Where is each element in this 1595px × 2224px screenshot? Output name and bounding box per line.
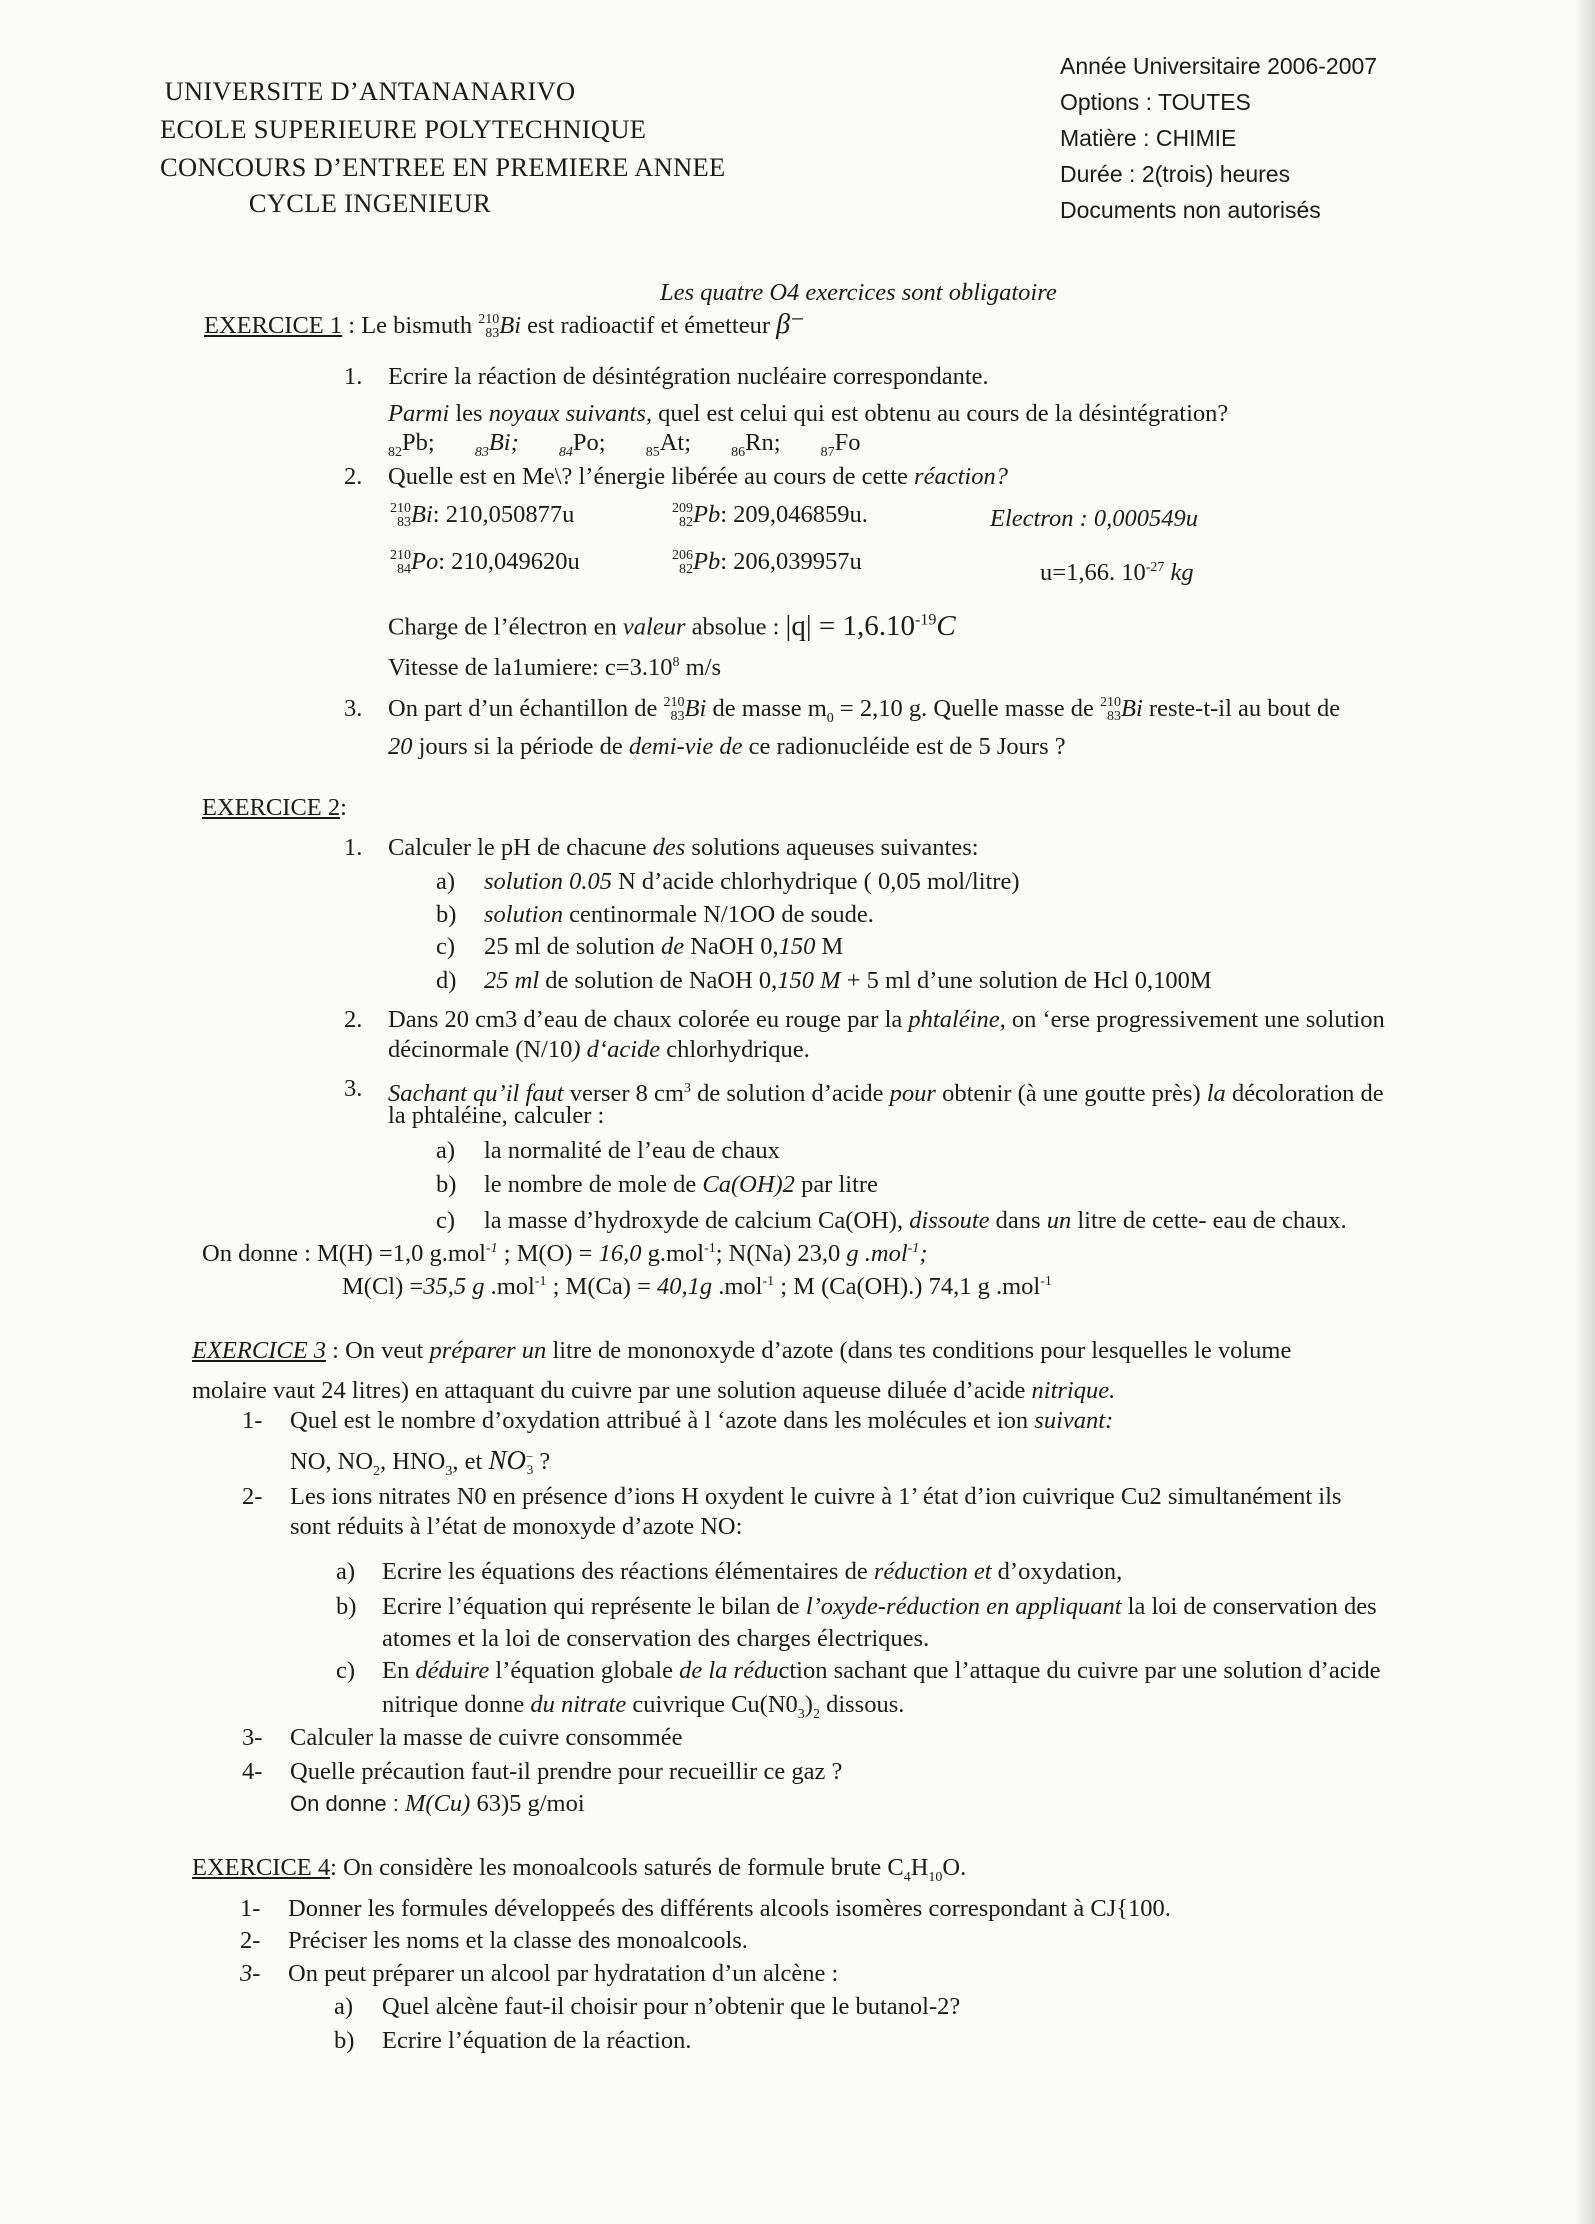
ex4-a: Quel alcène faut-il choisir pour n’obtenir que le butanol-2? (382, 1993, 961, 2020)
ex3-b-line2: atomes et la loi de conservation des charges électriques. (382, 1625, 930, 1652)
ex3-q4-num: 4- (242, 1758, 263, 1785)
ex2-q3-a-letter: a) (436, 1137, 456, 1164)
ex2-q3-b-letter: b) (436, 1171, 457, 1198)
ex1-q3-num: 3. (344, 695, 363, 722)
ex3-q1-num: 1- (242, 1407, 263, 1434)
ex3-c-letter: c) (336, 1657, 356, 1684)
ex4-q3: On peut préparer un alcool par hydratation d’un alcène : (288, 1960, 839, 1987)
ex3-a-letter: a) (336, 1558, 356, 1585)
ex2-c-letter: c) (436, 933, 456, 960)
ex1-q1b: Parmi les noyaux suivants, quel est celui qui est obtenu au cours de la désintégration? (388, 400, 1229, 427)
ex3-q4: Quelle précaution faut-il prendre pour recueillir ce gaz ? (290, 1758, 843, 1785)
ex2-q2: Dans 20 cm3 d’eau de chaux colorée eu rouge par la phtaléine, on ‘erse progressivement une solution (388, 1006, 1385, 1033)
ex4-q3-num: 3- (240, 1960, 261, 1987)
ex2-q3-b: le nombre de mole de Ca(OH)2 par litre (484, 1171, 878, 1198)
ex2-b: solution centinormale N/1OO de soude. (484, 901, 874, 928)
mass-electron: Electron : 0,000549u (990, 505, 1198, 532)
ex4-q2-num: 2- (240, 1927, 261, 1954)
academic-year: Année Universitaire 2006-2007 (1060, 53, 1378, 79)
duration: Durée : 2(trois) heures (1060, 161, 1291, 187)
ex2-q3-c-letter: c) (436, 1207, 456, 1234)
ex2-q1-num: 1. (344, 834, 363, 861)
beta-symbol: β⁻ (776, 309, 805, 340)
ex3-b: Ecrire l’équation qui représente le bilan de l’oxyde-réduction en appliquant la loi de conservation des (382, 1593, 1377, 1620)
ex2-q2-num: 2. (344, 1006, 363, 1033)
ex2-q3-a: la normalité de l’eau de chaux (484, 1137, 780, 1164)
ex3-c: En déduire l’équation globale de la réduction sachant que l’attaque du cuivre par une solution d’acide (382, 1657, 1381, 1684)
nucleus-rn: $_{86}$Rn; (731, 429, 781, 460)
ex3-q1: Quel est le nombre d’oxydation attribué à l ‘azote dans les molécules et ion suivant: (290, 1407, 1114, 1434)
ex1-q1-num: 1. (344, 363, 363, 390)
ex1-q2-num: 2. (344, 463, 363, 490)
mass-bi: 210 83 Bi: 210,050877u (390, 501, 575, 531)
ex1-q3: On part d’un échantillon de 210 83 Bi de masse $m_0 = 2,10$ g. Quelle masse de 210 83 Bi reste-t-il au bout de (388, 695, 1341, 726)
options: Options : TOUTES (1060, 89, 1251, 115)
subtitle: Les quatre O4 exercices sont obligatoire (660, 279, 1057, 306)
ex1-q3-line2: 20 jours si la période de demi-vie de ce radionucléide est de 5 Jours ? (388, 733, 1066, 760)
ex3-a: Ecrire les équations des réactions élémentaires de réduction et d’oxydation, (382, 1558, 1123, 1585)
ex3-q1-species: NO, $NO_2$, $HNO_3$, et NO − 3 ? (290, 1445, 551, 1479)
nucleus-pb: $_{82}$Pb; (388, 429, 435, 460)
contest-name: CONCOURS D’ENTREE EN PREMIERE ANNEE (160, 152, 726, 182)
ex3-c-line2: nitrique donne du nitrate cuivrique $Cu(N0_3)_2$ dissous. (382, 1691, 905, 1722)
ex1-title: EXERCICE 1 (204, 312, 343, 339)
nucleus-bi: $_{83}$Bi; (474, 429, 519, 460)
ex2-q3-c: la masse d’hydroxyde de calcium Ca(OH), dissoute dans un litre de cette- eau de chaux. (484, 1207, 1347, 1234)
university-name: UNIVERSITE D’ANTANANARIVO (164, 76, 576, 106)
mass-po: 210 84 Po: 210,049620u (390, 548, 580, 578)
documents-rule: Documents non autorisés (1060, 197, 1321, 223)
ex3-q2-line2: sont réduits à l’état de monoxyde d’azote NO: (290, 1513, 743, 1540)
ex3-intro-2: molaire vaut 24 litres) en attaquant du cuivre par une solution aqueuse diluée d’acide nitrique. (192, 1377, 1116, 1404)
electron-charge: Charge de l’électron en valeur absolue : $|q| = 1,6.10^{-19}C$ (388, 609, 956, 642)
ex4-title-line: EXERCICE 4: On considère les monoalcools saturés de formule brute $C_4H_{10}O$. (192, 1854, 967, 1885)
ex3-title-line: EXERCICE 3 : On veut préparer un litre de mononoxyde d’azote (dans tes conditions pour lesquelles le volume (192, 1337, 1292, 1364)
ex4-a-letter: a) (334, 1993, 354, 2020)
ex1-title-line: EXERCICE 1 : Le bismuth 210 83 Bi est radioactif et émetteur β⁻ (204, 309, 805, 342)
ex2-given-1: On donne : M(H) =1,0 g.mol$^{-1}$ ; M(O) = 16,0 g.mol$^{-1}$; N(Na) 23,0 g .mol$^{-1}$; (202, 1240, 928, 1268)
ex3-title: EXERCICE 3 (192, 1337, 327, 1364)
ex4-title: EXERCICE 4 (192, 1854, 331, 1881)
ex3-given: On donne : M(Cu) 63)5 g/moi (290, 1790, 585, 1817)
ex2-q2-line2: décinormale (N/10) d‘acide chlorhydrique. (388, 1036, 810, 1063)
ex2-q3: Sachant qu’il faut verser 8 $cm^3$ de solution d’acide pour obtenir (à une goutte près) la décoloration de (388, 1080, 1384, 1108)
nucleus-po: $_{84}$Po; (558, 429, 606, 460)
light-speed: Vitesse de la1umiere: $c=3.10^8$ m/s (388, 654, 722, 682)
ex2-q1: Calculer le pH de chacune des solutions aqueuses suivantes: (388, 834, 979, 861)
cycle-name: CYCLE INGENIEUR (248, 188, 492, 218)
ex3-b-letter: b) (336, 1593, 357, 1620)
ex3-q2: Les ions nitrates N0 en présence d’ions H oxydent le cuivre à 1’ état d’ion cuivrique Cu2 simultanément ils (290, 1483, 1342, 1510)
ex2-c: 25 ml de solution de NaOH 0,150 M (484, 933, 844, 960)
ex2-d-letter: d) (436, 967, 457, 994)
ex2-a-letter: a) (436, 868, 456, 895)
ex4-q1: Donner les formules développeés des différents alcools isomères correspondant à CJ{100. (288, 1895, 1171, 1922)
atomic-mass-unit: u=1,66. $10^{-27}$ kg (1040, 559, 1194, 587)
ex3-q2-num: 2- (242, 1483, 263, 1510)
ex3-q3: Calculer la masse de cuivre consommée (290, 1724, 683, 1751)
scan-shadow (1575, 0, 1595, 2224)
school-name: ECOLE SUPERIEURE POLYTECHNIQUE (160, 114, 647, 144)
ex1-q1: Ecrire la réaction de désintégration nucléaire correspondante. (388, 363, 989, 390)
ex4-b-letter: b) (334, 2027, 355, 2054)
ex2-q3-num: 3. (344, 1075, 363, 1102)
ex1-q2: Quelle est en Me\? l’énergie libérée au cours de cette réaction? (388, 463, 1008, 490)
ex2-a: solution 0.05 N d’acide chlorhydrique ( 0,05 mol/litre) (484, 868, 1020, 895)
isotope-bi: 210 83 (478, 312, 500, 342)
ex2-d: 25 ml de solution de NaOH 0,150 M + 5 ml d’une solution de Hcl 0,100M (484, 967, 1212, 994)
mass-pb209: 209 82 Pb: 209,046859u. (672, 501, 868, 531)
nucleus-fo: $_{87}$Fo (820, 429, 861, 460)
ex4-q2: Préciser les noms et la classe des monoalcools. (288, 1927, 748, 1954)
ex2-title: EXERCICE 2 (202, 794, 341, 821)
ex4-q1-num: 1- (240, 1895, 261, 1922)
ex2-b-letter: b) (436, 901, 457, 928)
nucleus-at: $_{85}$At; (645, 429, 691, 460)
ex4-b: Ecrire l’équation de la réaction. (382, 2027, 692, 2054)
ex2-q3-line2: la phtaléine, calculer : (388, 1102, 605, 1129)
ex2-given-2: M(Cl) =35,5 g .mol$^{-1}$ ; M(Ca) = 40,1g .mol$^{-1}$ ; M (Ca(OH).) 74,1 g .mol$^{-1}$ (342, 1273, 1052, 1301)
mass-pb206: 206 82 Pb: 206,039957u (672, 548, 862, 578)
ex2-title-line: EXERCICE 2: (202, 794, 347, 821)
subject: Matière : CHIMIE (1060, 125, 1237, 151)
ex3-q3-num: 3- (242, 1724, 263, 1751)
